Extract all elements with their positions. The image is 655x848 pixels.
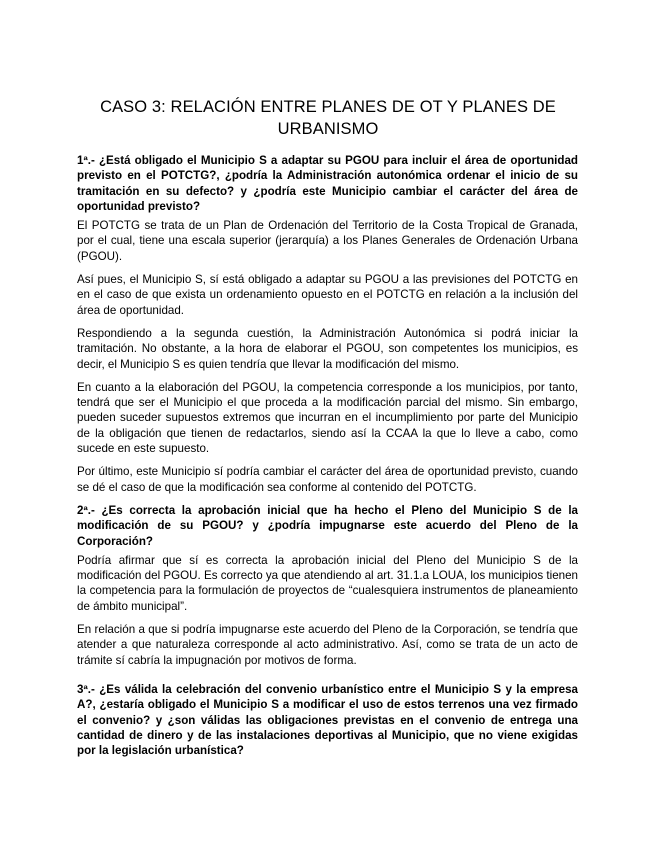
answer-1-paragraph-3: Respondiendo a la segunda cuestión, la Administración Autonómica si podrá iniciar la tramitación. No obstante, a la hora de elaborar el PGOU, son competentes los municipios, es decir, el Municipio S es quien tendría que llevar la modificación del mismo. — [77, 326, 578, 371]
answer-1-paragraph-5: Por último, este Municipio sí podría cambiar el carácter del área de oportunidad previsto, cuando se dé el caso de que la modificación sea conforme al contenido del POTCTG. — [77, 465, 578, 494]
answer-2-paragraph-1: Podría afirmar que sí es correcta la aprobación inicial del Pleno del Municipio S de la modificación del PGOU. Es correcto ya que atendiendo al art. 31.1.a LOUA, los municipios tienen la competencia para la formulación de proyectos de “cualesquiera instrumentos de planeamiento de ámbito municipal”. — [77, 553, 578, 613]
answer-1-paragraph-1: El POTCTG se trata de un Plan de Ordenación del Territorio de la Costa Tropical de Granada, por el cual, tiene una escala superior (jerarquía) a los Planes Generales de Ordenación Urbana (PGOU). — [77, 219, 578, 263]
document-body — [77, 153, 578, 762]
answer-1-paragraph-2: Así pues, el Municipio S, sí está obligado a adaptar su PGOU a las previsiones del POTCTG en en el caso de que exista un ordenamiento opuesto en el POTCTG en relación a la inclusión del área de oportunidad. — [77, 273, 578, 317]
question-2: 2ª.- ¿Es correcta la aprobación inicial que ha hecho el Pleno del Municipio S de la modificación de su PGOU? y ¿podría impugnarse este acuerdo del Pleno de la Corporación? — [77, 503, 578, 548]
answer-1-paragraph-4: En cuanto a la elaboración del PGOU, la competencia corresponde a los municipios, por tanto, tendrá que ser el Municipio el que proceda a la modificación parcial del mismo. Sin embargo, pueden suceder supuestos extremos que incurran en el incumplimiento por parte del Municipio de la obligación que tienen de redactarlos, siendo así la CCAA la que lo lleve a cabo, como sucede en este supuesto. — [77, 380, 578, 456]
question-3: 3ª.- ¿Es válida la celebración del convenio urbanístico entre el Municipio S y la empresa A?, ¿estaría obligado el Municipio S a modificar el uso de estos terrenos una vez firmado el convenio? y ¿son válidas las obligaciones previstas en el convenio de entrega una cantidad de dinero y de las instalaciones deportivas al Municipio, que no viene exigidas por la legislación urbanística? — [77, 682, 578, 758]
answer-2-paragraph-2: En relación a que si podría impugnarse este acuerdo del Pleno de la Corporación, se tendría que atender a que naturaleza corresponde al acto administrativo. Así, como se trata de un acto de trámite sí cabría la impugnación por motivos de forma. — [77, 623, 578, 667]
document-title: CASO 3: RELACIÓN ENTRE PLANES DE OT Y PLANES DE URBANISMO — [100, 98, 556, 138]
question-1: 1ª.- ¿Está obligado el Municipio S a adaptar su PGOU para incluir el área de oportunidad previsto en el POTCTG?, ¿podría la Administración autonómica ordenar el inicio de su tramitación en su defecto? y ¿podría este Municipio cambiar el carácter del área de oportunidad previsto? — [77, 154, 578, 213]
